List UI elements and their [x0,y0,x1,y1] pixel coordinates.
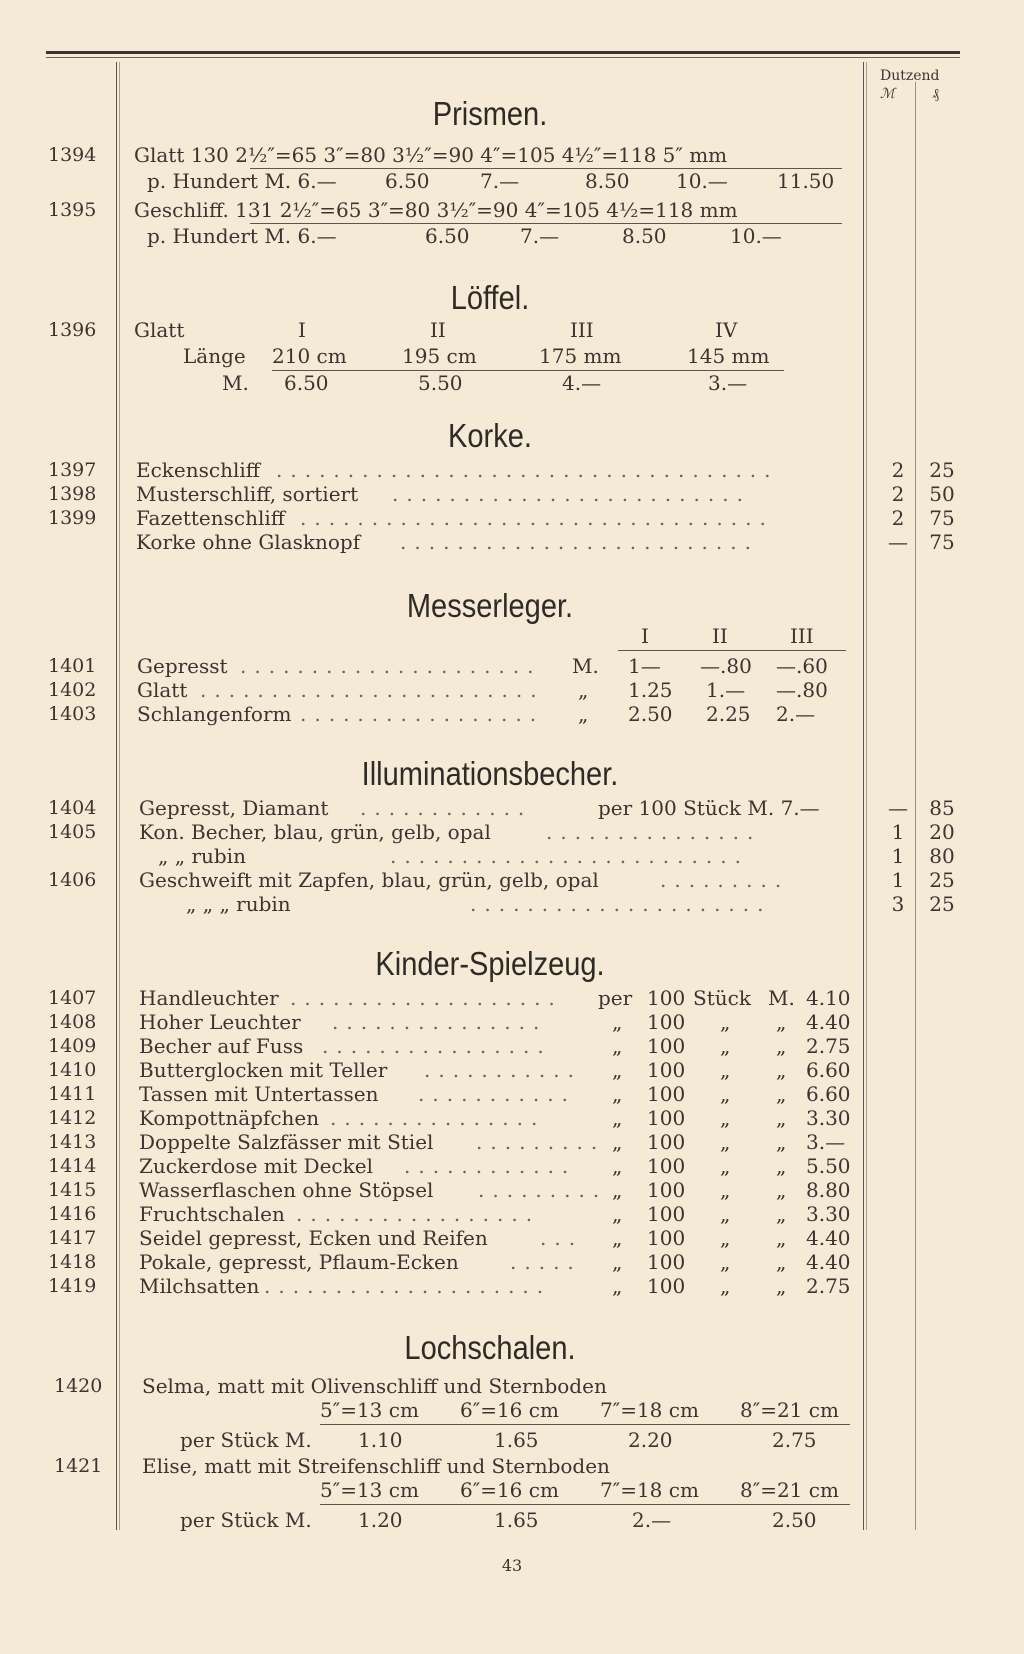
dot-leader: ......... [476,1130,606,1154]
price-cell: —.60 [776,654,828,678]
item-name: Milchsatten [139,1274,260,1298]
dozen-pfennig: 85 [929,796,955,820]
ditto-mark: „ [720,1058,731,1082]
ditto-mark: „ [612,1034,623,1058]
dot-leader: ..................... [240,654,542,678]
dot-leader: ........... [418,1082,576,1106]
section-title-loeffel: Löffel. [450,279,530,316]
size-header: I [298,318,306,342]
item-sizes: Geschliff. 131 2½″=65 3″=80 3½″=90 4″=105 4½=118 mm [134,198,738,222]
ditto-mark: „ [612,1226,623,1250]
price-label: per Stück M. [180,1428,312,1452]
dozen-mark: 3 [891,892,905,916]
dot-leader: ............... [330,1106,546,1130]
ditto-mark: „ [612,1274,623,1298]
ditto-mark: „ [720,1202,731,1226]
length-cell: 175 mm [539,344,622,368]
section-title-korke: Korke. [448,417,532,454]
dot-leader: ............ [360,796,533,820]
item-number: 1417 [48,1227,97,1249]
currency: M. [768,986,795,1010]
unit-price: per 100 Stück M. 7.— [598,796,820,820]
item-number: 1420 [54,1375,103,1397]
ditto-mark: „ [612,1154,623,1178]
price: 2.75 [806,1274,851,1298]
length-cell: 210 cm [272,344,347,368]
size-header: III [570,318,594,342]
item-number: 1421 [54,1455,103,1477]
price-cell: 1.10 [358,1428,403,1452]
price: 8.80 [806,1178,851,1202]
section-title-illuminationsbecher: Illuminationsbecher. [361,755,619,792]
ditto-mark: „ [776,1154,787,1178]
ditto-mark: „ [776,1226,787,1250]
ditto-mark: „ [776,1106,787,1130]
dot-leader: ......................... [392,482,751,506]
price-label: p. Hundert M. 6.— [147,169,337,193]
price-cell: 8.50 [585,169,630,193]
item-name: Tassen mit Untertassen [139,1082,379,1106]
price-cell: 11.50 [777,169,835,193]
dot-leader: ................. [296,1202,541,1226]
dot-leader: ................................. [300,506,774,530]
item-number: 1402 [48,679,97,701]
dozen-pfennig: 20 [929,820,955,844]
price: 3.30 [806,1106,851,1130]
ditto-mark: „ [578,702,589,726]
item-number: 1395 [48,199,97,221]
dozen-pfennig: 80 [929,844,955,868]
item-number: 1397 [48,459,97,481]
price-cell: 1.— [706,678,746,702]
item-sizes: Glatt 130 2½″=65 3″=80 3½″=90 4″=105 4½″=118 5″ mm [134,143,728,167]
qty: 100 [647,1082,686,1106]
length-cell: 145 mm [687,344,770,368]
ditto-mark: „ [612,1058,623,1082]
ditto-mark: „ [776,1178,787,1202]
item-name: Gepresst [137,654,228,678]
price-cell: 2.20 [628,1428,673,1452]
price: 2.75 [806,1034,851,1058]
per-label: per [598,986,633,1010]
size-cell: 6″=16 cm [460,1398,559,1422]
price: 5.50 [806,1154,851,1178]
price-cell: 2.75 [772,1428,817,1452]
section-title-prismen: Prismen. [432,95,548,132]
dutzend-header: Dutzend [880,68,940,84]
dot-leader: ........... [424,1058,582,1082]
ditto-mark: „ [720,1154,731,1178]
section-title-lochschalen: Lochschalen. [404,1329,576,1366]
ditto-mark: „ [776,1274,787,1298]
left-column-divider [116,62,117,1530]
price-cell: 2.— [776,702,816,726]
price-cell: 2.50 [772,1508,817,1532]
item-name: Selma, matt mit Olivenschliff und Sternboden [142,1374,607,1398]
price-cell: —.80 [776,678,828,702]
ditto-mark: „ [776,1034,787,1058]
item-number: 1396 [48,319,97,341]
qty: 100 [647,1250,686,1274]
item-number: 1412 [48,1107,97,1129]
item-number: 1394 [48,144,97,166]
qty: 100 [647,1034,686,1058]
dot-leader: ................ [322,1034,552,1058]
size-header: II [430,318,446,342]
dot-leader: ................... [290,986,563,1010]
price: 6.60 [806,1082,851,1106]
size-cell: 8″=21 cm [740,1478,839,1502]
ditto-mark: „ [720,1130,731,1154]
ditto-mark: „ [776,1130,787,1154]
qty: 100 [647,986,686,1010]
dot-leader: ............ [404,1154,577,1178]
item-number: 1419 [48,1275,97,1297]
item-name: Musterschliff, sortiert [136,482,359,506]
qty: 100 [647,1274,686,1298]
item-name: Zuckerdose mit Deckel [139,1154,373,1178]
price-cell: 6.50 [425,224,470,248]
size-cell: 7″=18 cm [600,1398,699,1422]
item-number: 1401 [48,655,97,677]
top-rule-thick [46,51,960,54]
item-name: Wasserflaschen ohne Stöpsel [139,1178,434,1202]
item-name: Seidel gepresst, Ecken und Reifen [139,1226,488,1250]
size-cell: 5″=13 cm [320,1478,419,1502]
item-number: 1416 [48,1203,97,1225]
qty: 100 [647,1178,686,1202]
table-rule [250,168,842,169]
item-name: „ „ „ rubin [186,892,291,916]
price-cell: 2.50 [628,702,673,726]
dutzend-column-divider [863,62,864,1530]
price-cell: 1.65 [494,1508,539,1532]
price-cell: —.80 [700,654,752,678]
length-cell: 195 cm [402,344,477,368]
item-number: 1411 [48,1083,97,1105]
ditto-mark: „ [720,1178,731,1202]
price-cell: 3.— [708,371,748,395]
price: 3.— [806,1130,846,1154]
dot-leader: ......................... [400,530,759,554]
ditto-mark: „ [776,1010,787,1034]
ditto-mark: „ [720,1010,731,1034]
currency-label: M. [572,654,599,678]
price-cell: 2.25 [706,702,751,726]
dot-leader: ......... [478,1178,608,1202]
price-cell: 7.— [520,224,560,248]
item-number: 1414 [48,1155,97,1177]
dozen-pfennig: 50 [929,482,955,506]
price-cell: 10.— [676,169,728,193]
item-number: 1405 [48,821,97,843]
item-name: Geschweift mit Zapfen, blau, grün, gelb, opal [139,868,599,892]
dot-leader: ..... [510,1250,582,1274]
dozen-pfennig: 75 [929,506,955,530]
price-cell: 7.— [480,169,520,193]
item-number: 1398 [48,483,97,505]
ditto-mark: „ [776,1250,787,1274]
item-number: 1404 [48,797,97,819]
item-number: 1409 [48,1035,97,1057]
ditto-mark: „ [612,1202,623,1226]
dozen-mark: — [888,796,908,820]
item-name: Kon. Becher, blau, grün, gelb, opal [139,820,491,844]
dot-leader: ................................... [276,458,779,482]
price-label: p. Hundert M. 6.— [147,224,337,248]
dot-leader: ............... [332,1010,548,1034]
price: 4.10 [806,986,851,1010]
item-name: Doppelte Salzfässer mit Stiel [139,1130,434,1154]
price: 4.40 [806,1250,851,1274]
price-cell: 1.25 [628,678,673,702]
item-name: Schlangenform [137,702,292,726]
left-column-divider-2 [119,62,120,1530]
dozen-mark: 2 [891,506,905,530]
pfennig-symbol-icon: ₰ [932,86,939,102]
ditto-mark: „ [720,1274,731,1298]
size-cell: 7″=18 cm [600,1478,699,1502]
price-label: per Stück M. [180,1508,312,1532]
ditto-mark: „ [720,1106,731,1130]
item-name: Hoher Leuchter [139,1010,301,1034]
ditto-mark: „ [612,1010,623,1034]
item-number: 1418 [48,1251,97,1273]
item-number: 1406 [48,869,97,891]
price-cell: 6.50 [284,371,329,395]
dozen-mark: 1 [891,844,905,868]
size-header: IV [715,318,738,342]
dot-leader: ......................... [390,844,749,868]
ditto-mark: „ [776,1202,787,1226]
item-name: Glatt [137,678,188,702]
ditto-mark: „ [612,1250,623,1274]
item-name: Gepresst, Diamant [139,796,329,820]
item-name: Fazettenschliff [136,506,285,530]
item-name: Pokale, gepresst, Pflaum-Ecken [139,1250,459,1274]
dozen-mark: 2 [891,482,905,506]
qty: 100 [647,1106,686,1130]
item-name: Fruchtschalen [139,1202,285,1226]
ditto-mark: „ [720,1034,731,1058]
item-number: 1407 [48,987,97,1009]
price-label: M. [222,371,249,395]
section-title-kinder-spielzeug: Kinder-Spielzeug. [375,945,605,982]
price: 4.40 [806,1226,851,1250]
price-cell: 4.— [562,371,602,395]
item-name: Handleuchter [139,986,279,1010]
ditto-mark: „ [776,1058,787,1082]
top-rule-thin [46,57,960,58]
ditto-mark: „ [612,1130,623,1154]
ditto-mark: „ [776,1082,787,1106]
table-rule [320,1504,850,1505]
ditto-mark: „ [720,1082,731,1106]
item-name: Glatt [134,318,185,342]
section-title-messerleger: Messerleger. [406,587,574,624]
dozen-mark: 1 [891,820,905,844]
unit: Stück [693,986,751,1010]
column-header: I [641,624,649,648]
price: 4.40 [806,1010,851,1034]
qty: 100 [647,1010,686,1034]
dozen-pfennig: 75 [929,530,955,554]
qty: 100 [647,1202,686,1226]
item-name: Kompottnäpfchen [139,1106,320,1130]
price-cell: 10.— [730,224,782,248]
dozen-pfennig: 25 [929,892,955,916]
price: 3.30 [806,1202,851,1226]
item-name: Elise, matt mit Streifenschliff und Sternboden [142,1454,610,1478]
dot-leader: ... [540,1226,584,1250]
size-cell: 5″=13 cm [320,1398,419,1422]
ditto-mark: „ [720,1250,731,1274]
size-cell: 8″=21 cm [740,1398,839,1422]
page-number: 43 [501,1556,523,1575]
dozen-mark: 1 [891,868,905,892]
ditto-mark: „ [578,678,589,702]
dot-leader: ............... [546,820,762,844]
item-name: Eckenschliff [136,458,260,482]
dot-leader: ......... [660,868,790,892]
item-name: Korke ohne Glasknopf [136,530,361,554]
ditto-mark: „ [612,1178,623,1202]
dozen-mark: — [888,530,908,554]
qty: 100 [647,1130,686,1154]
item-number: 1408 [48,1011,97,1033]
item-name: „ „ rubin [158,844,246,868]
qty: 100 [647,1058,686,1082]
mark-symbol-icon: ℳ [880,86,895,102]
table-rule [320,1424,850,1425]
dot-leader: ................. [300,702,545,726]
length-label: Länge [183,344,246,368]
qty: 100 [647,1154,686,1178]
ditto-mark: „ [612,1082,623,1106]
item-number: 1413 [48,1131,97,1153]
column-header: II [712,624,728,648]
price-cell: 1.65 [494,1428,539,1452]
dozen-pfennig: 25 [929,458,955,482]
item-name: Butterglocken mit Teller [139,1058,388,1082]
item-number: 1399 [48,507,97,529]
price-cell: 8.50 [622,224,667,248]
dozen-mark: 2 [891,458,905,482]
ditto-mark: „ [612,1106,623,1130]
item-name: Becher auf Fuss [139,1034,304,1058]
dutzend-column-divider-2 [866,62,867,1530]
table-rule [618,650,846,651]
price-cell: 6.50 [385,169,430,193]
item-number: 1403 [48,703,97,725]
price-cell: 2.— [632,1508,672,1532]
dot-leader: ..................... [470,892,772,916]
item-number: 1410 [48,1059,97,1081]
dot-leader: ........................ [200,678,545,702]
column-header: III [790,624,814,648]
item-number: 1415 [48,1179,97,1201]
dozen-pfennig: 25 [929,868,955,892]
qty: 100 [647,1226,686,1250]
price-cell: 1— [628,654,661,678]
size-cell: 6″=16 cm [460,1478,559,1502]
price: 6.60 [806,1058,851,1082]
price-cell: 5.50 [418,371,463,395]
dot-leader: .................... [264,1274,552,1298]
ditto-mark: „ [720,1226,731,1250]
price-cell: 1.20 [358,1508,403,1532]
